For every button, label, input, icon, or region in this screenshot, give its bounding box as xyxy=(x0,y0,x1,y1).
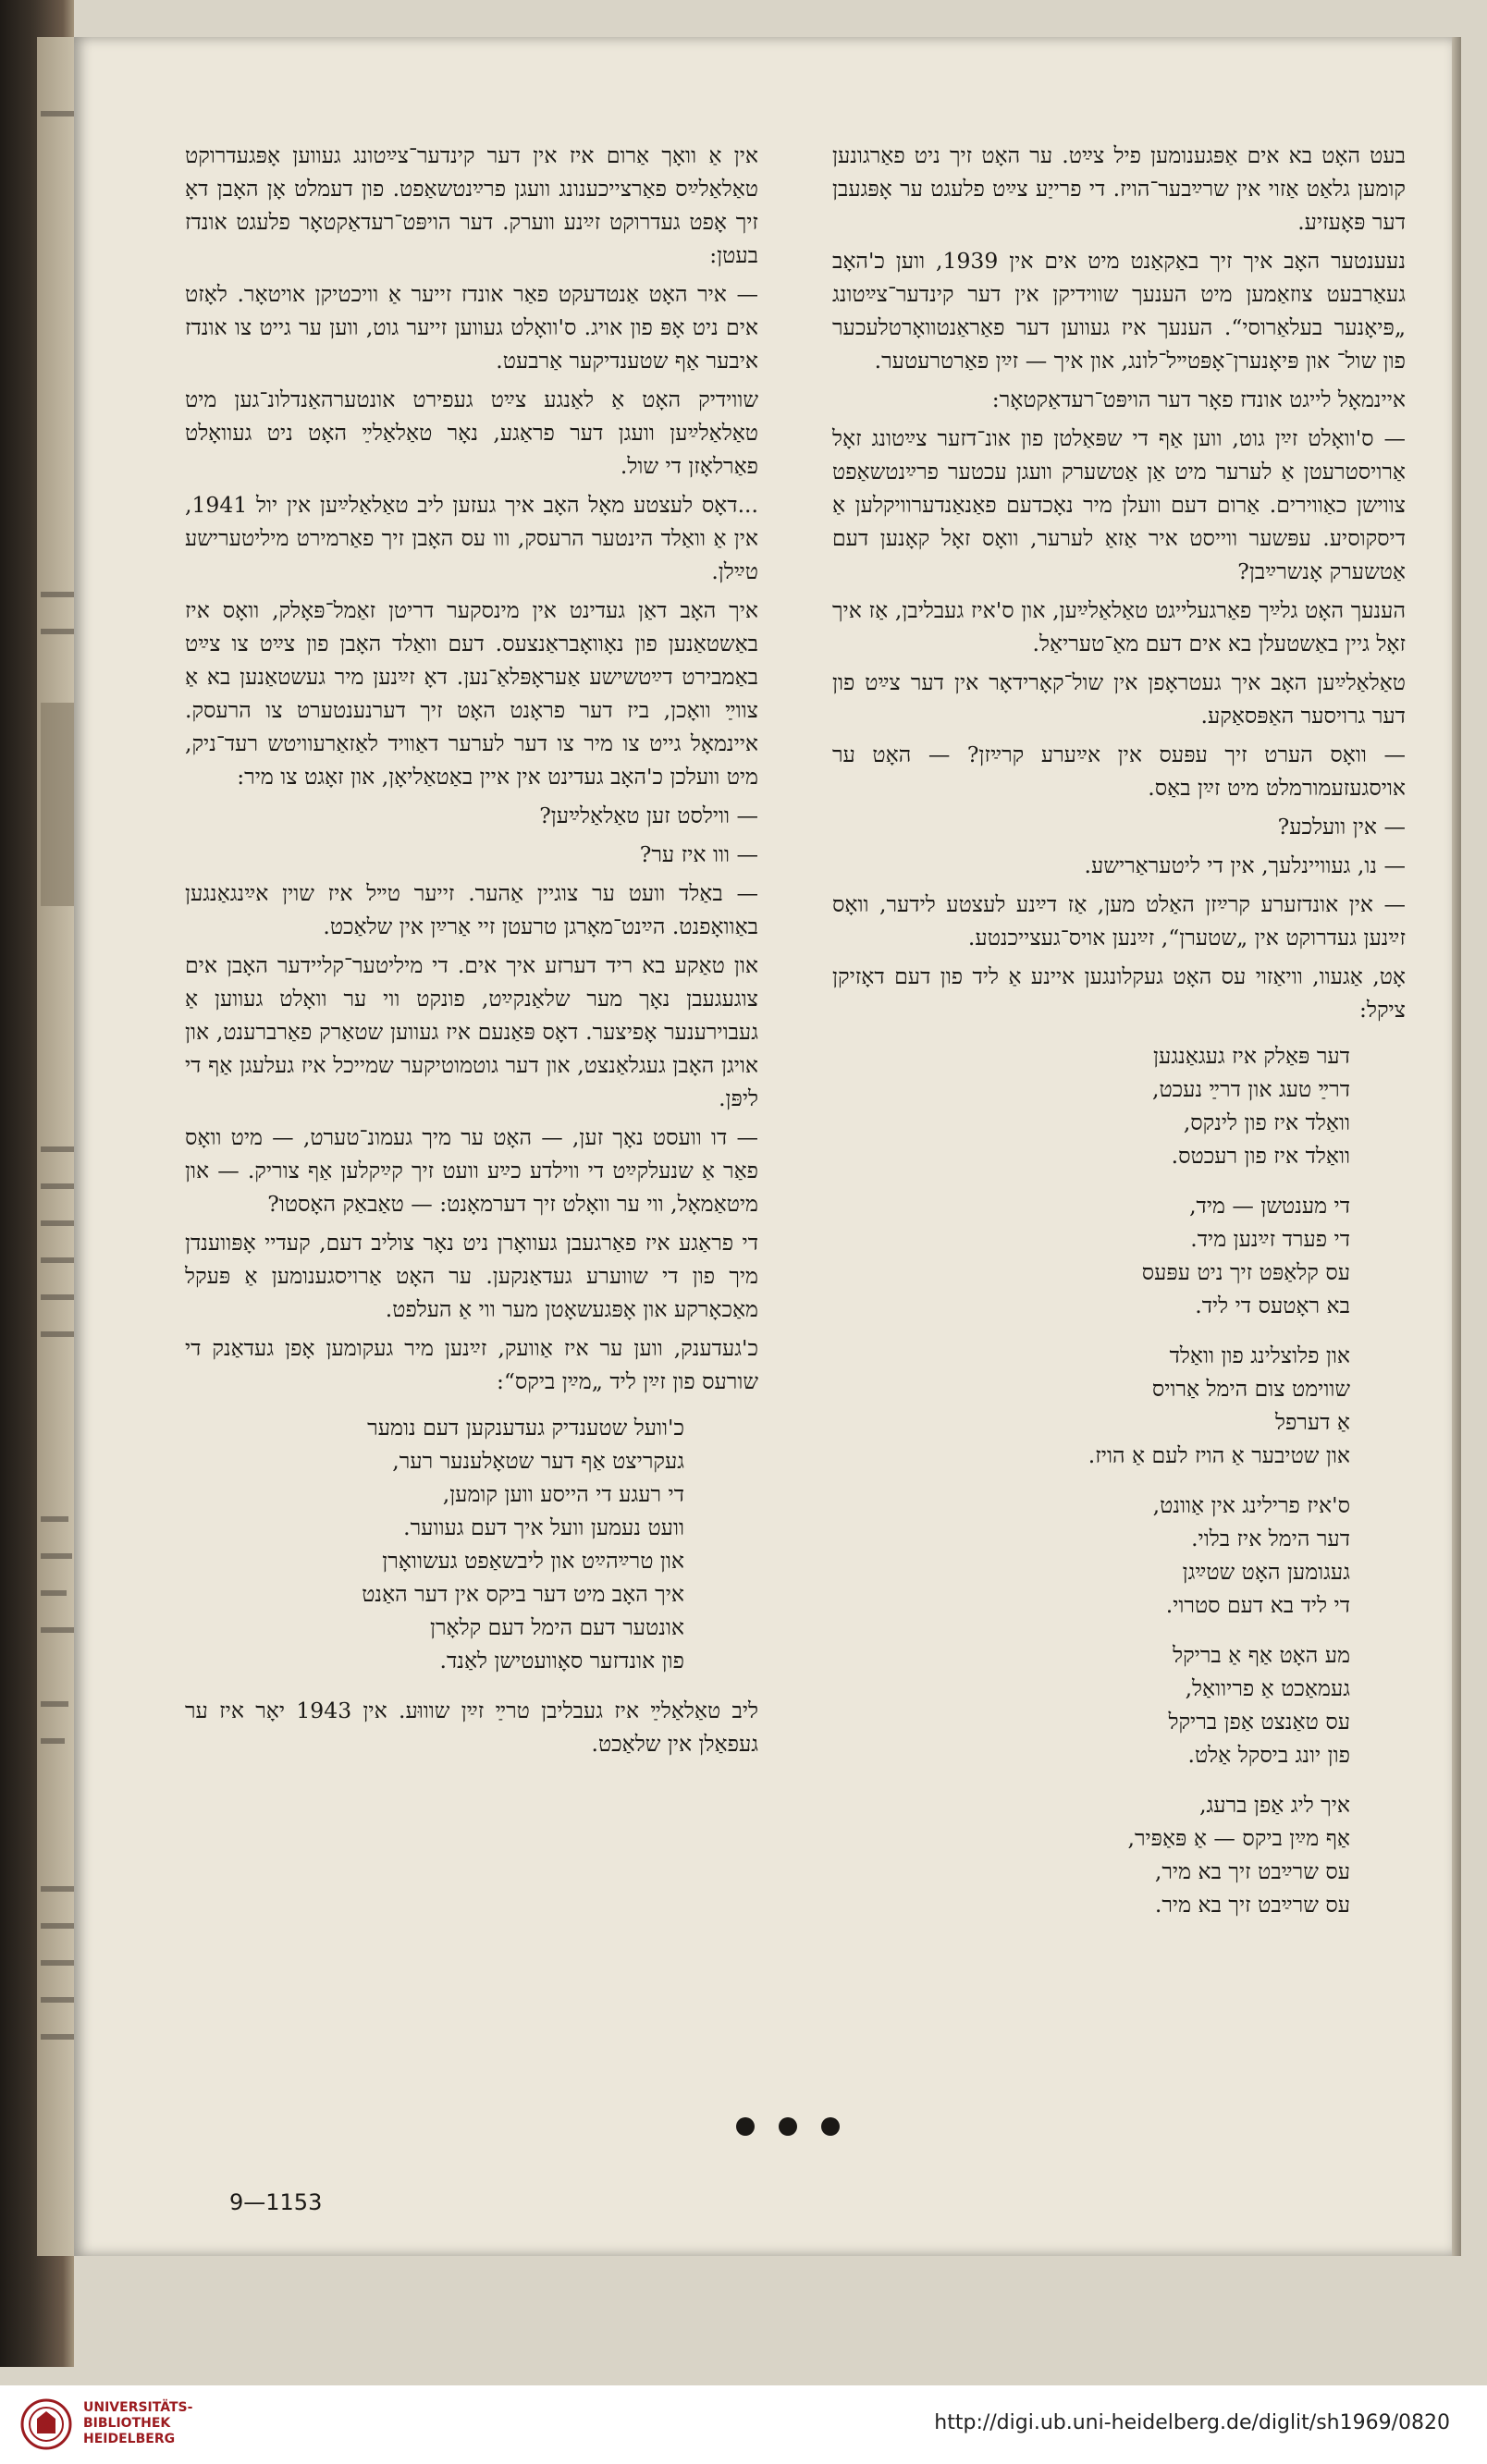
library-name-line: UNIVERSITÄTS- xyxy=(83,2400,193,2415)
poem-line: אונטער דעם הימל דעם קלאָרן xyxy=(429,1614,684,1640)
poem-stanza xyxy=(185,1411,684,1677)
poem-line: פון יונג ביסקל אַלט. xyxy=(1187,1742,1350,1768)
poem-line: געמאַכט אַ פריוואַל, xyxy=(1185,1675,1350,1701)
poem-line: די פערד זײַנען מיד. xyxy=(1190,1226,1350,1252)
paragraph: אָט, אַגעוו, וויאַזוי עס האָט געקלונגען איינע אַ ליד פון דעם דאָזיקן ציקל: xyxy=(832,963,1406,1023)
poem-line: און שטיבער אַ הויז לעם אַ הויז. xyxy=(1088,1442,1350,1468)
permalink-url[interactable]: http://digi.ub.uni-heidelberg.de/diglit/sh1969/0820 xyxy=(934,2411,1450,2434)
scanned-page xyxy=(74,37,1452,2256)
dialogue-line: — דו וועסט נאָך זען, — האָט ער מיך געמונ־טערט, — מיט וואָס פאַר אַ שנעלקײַט די ווילדע כײַע וועט זיך קײַקלען אַף צוריק. — און מיטאַמאָל, ווי ער וואָלט זיך דערמאָנט: — טאַבאַק האָסטו? xyxy=(185,1124,758,1217)
dialogue-line: — באַלד וועט ער צוגיין אַהער. זייער טײל איז שוין אײַנגאַנגען באַוואָפנט. הײַנט־מאָרגן טרעטן זיי אַרײַן אין שלאַכט. xyxy=(185,880,758,939)
dialogue-line: — ווילסט זען טאַלאַלײַען? xyxy=(539,803,758,828)
poem-line: אַף מײַן ביקס — אַ פּאַפּיר, xyxy=(1127,1825,1350,1851)
paragraph: איך האָב דאַן געדינט אין מינסקער דריטן זאַמל־פּאָלק, וואָס איז באַשטאַנען פון נאָוואָבראַנצעס. דעם וואַלד האָבן פון צײַט צו צײַט באַמבירט דײַטשישע אַעראָפּלאַ־נען. דאָ זײַנען מיר געשטאַנען בא אַ צווײַ וואָכן, ביז דער פראָנט האָט זיך דערנענטערט צו הרעסק. איינמאָל גייט צו מיר צו דער לערער דאַוויד לאַזאַרעוויטש רעד־ניק, מיט וועלכן כ'האָב געדינט אין איין באַטאַליאָן, און זאָגט צו מיר: xyxy=(185,597,758,790)
dot-ornament xyxy=(779,2117,797,2136)
paragraph: — ס'וואָלט זײַן גוט, ווען אַף די שפּאַלטן פון אונ־דזער צײַטונג זאָל אַרויסטרעטן אַ לערער מיט אַן אַטשערק וועגן עכטער פרײַנטשאַפט צווישן כאַווירים. אַרום דעם וועלן מיר נאָכדעם פאַנאַנדערוויקלען אַ דיסקוסיע. עפּשער ווייסט איר אַזאַ לערער, וואָס זאָל קאָנען דעם אַטשערק אָנשרײַבן? xyxy=(832,425,1406,584)
paragraph: ליב טאַלאַלײַ איז געבליבן טרײַ זײַן שוווּע. אין 1943 יאָר איז ער געפאַלן אין שלאַכט. xyxy=(185,1698,758,1757)
poem-line: דרײַ טעג און דרײַ נעכט, xyxy=(1152,1076,1350,1102)
poem-line: שווימט צום הימל אַרויס xyxy=(1151,1376,1350,1402)
paragraph: די פראַגע איז פאַרגעבן געוואָרן ניט נאָר צוליב דעם, קעדיי אָפּווענדן מיך פון די שווערע געדאַנקען. ער האָט אַרויסגענומען אַ פּעקל מאַכאָרקע און אָפּגעשאָטן מער ווי אַ העלפט. xyxy=(185,1230,758,1322)
paragraph: טאַלאַלײַען האָב איך געטראָפן אין שול־קאָרידאָר אין דער צײַט פון דער גרויסער האַפּסאַקע. xyxy=(832,669,1406,729)
poem-line: אַ דערפל xyxy=(1274,1409,1350,1435)
poem-stanza xyxy=(832,1189,1350,1322)
poem-line: איך ליג אַפן ברעג, xyxy=(1199,1792,1350,1818)
dialogue-line: — נו, געוויינלעך, אין די ליטעראַרישע. xyxy=(1084,852,1406,878)
library-seal-icon xyxy=(20,2398,72,2450)
paragraph: נעענטער האָב איך זיך באַקאַנט מיט אים אין 1939, ווען כ'האָב געאַרבעט צוזאַמען מיט הענעך שווידיקן אין דער קינדער־צײַטונג „פּיאָנער בעלאַרוסי“. הענעך איז געווען דער פאַראַנטוואָרטלעכער פון שול־ און פּיאָנערן־אָפּטײל־לונג, און איך — זײַן פאַרטרעטער. xyxy=(832,248,1406,374)
paragraph: איינמאָל לייגט אונדז פאָר דער הויפּט־רעדאַקטאָר: xyxy=(991,386,1406,412)
poem-line: עס טאַנצט אַפן בריקל xyxy=(1168,1709,1350,1735)
poem-line: געקריצט אַף דער שטאָלענער רער, xyxy=(392,1448,684,1474)
paragraph: שווידיק האָט אַ לאַנגע צײַט געפירט אונטערהאַנדלונ־גען מיט טאַלאַלײַען וועגן דער פראַגע, נאָר טאַלאַלײַ האָט ניט געוואָלט פאַרלאָזן די שול. xyxy=(185,386,758,479)
section-separator xyxy=(736,2117,840,2136)
paragraph: בעט האָט בא אים אַפּגענומען פיל צײַט. ער האָט זיך ניט פאַרגונען קומען גלאַט אַזוי אין שרײַבער־הויז. די פרייַע צײַט פלעגט ער אָפּגעבן דער פּאָעזיע. xyxy=(832,142,1406,235)
poem-line: די רעגע די הייסע ווען קומען, xyxy=(442,1481,684,1507)
poem-line: דער הימל איז בלוי. xyxy=(1191,1526,1350,1551)
left-text-column xyxy=(185,139,758,1766)
dialogue-line: — אין אונדזערע קרײַזן האַלט מען, אַז דײַנע לעצטע לידער, וואָס זײַנען געדרוקט אין „שטערן“, זײַנען אויס־געצייכנטע. xyxy=(832,891,1406,950)
dialogue-line: — איר האָט אַנטדעקט פאַר אונדז זייער אַ וויכטיקן אויטאָר. לאָזט אים ניט אָפּ פון אויג. ס'וואָלט געווען זייער גוט, ווען ער גייט צו אונדז איבער אַף שטענדיקער אַרבעט. xyxy=(185,281,758,374)
poem-line: געגומען האָט שטײַגן xyxy=(1182,1559,1350,1585)
poem-line: עס שרײַבט זיך בא מיר. xyxy=(1154,1892,1350,1918)
poem-stanza xyxy=(832,1339,1350,1472)
dialogue-line: — וואָס הערט זיך עפּעס אין אײַערע קרײַזן? — האָט ער אויסגעזעמורמלט מיט זײַן באַס. xyxy=(832,742,1406,801)
poem-stanza xyxy=(832,1638,1350,1771)
dot-ornament xyxy=(821,2117,840,2136)
paragraph: און טאַקע בא ריד דערזע איך אים. די מיליטער־קליידער האָבן אים צוגעגעבן נאָך מער שלאַנקײַט, פונקט ווי ער וואָלט געווען אַ געבוירענער אָפיצער. דאָס פּאַנעם איז געווען שטאַרק פאַרברענט, און אויגן האָבן געגלאַנצט, און דער גוטמוטיקער שמייכל איז געלעגן אַף די ליפּן. xyxy=(185,952,758,1111)
paragraph: ...דאָס לעצטע מאָל האָב איך געזען ליב טאַלאַלײַען אין יול 1941, אין אַ וואַלד הינטער הרעסק, ווו עס האָבן זיך פאַרמירט מיליטערישע טײַלן. xyxy=(185,492,758,584)
poem-line: עס שרײַבט זיך בא מיר, xyxy=(1154,1858,1350,1884)
poem-line: פון אונדזער סאָוועטישן לאַנד. xyxy=(439,1648,684,1673)
poem-right xyxy=(832,1039,1406,1921)
dot-ornament xyxy=(736,2117,755,2136)
dialogue-line: — ווו איז ער? xyxy=(639,841,758,867)
library-name-line: BIBLIOTHEK xyxy=(83,2416,171,2431)
poem-line: בא ראָטעס די ליד. xyxy=(1195,1293,1350,1318)
poem-line: מע האָט אַף אַ בריקל xyxy=(1173,1642,1350,1668)
poem-line: וואַלד איז פון רעכטס. xyxy=(1171,1143,1350,1169)
viewer-footer xyxy=(0,2385,1487,2464)
poem-line: די מענטשן — מיד, xyxy=(1189,1193,1350,1219)
paragraph: כ'געדענק, ווען ער איז אַוועק, זײַנען מיר געקומען אָפן געדאַנק די שורעס פון זײַן ליד „מײַן ביקס“: xyxy=(185,1335,758,1394)
poem-line: די ליד בא דעם סטרוי. xyxy=(1165,1592,1350,1618)
poem-line: וועט נעמען וועל איך דעם געווער. xyxy=(403,1514,684,1540)
poem-left xyxy=(185,1411,758,1677)
poem-line: דער פּאַלק איז געגאַנגען xyxy=(1153,1043,1350,1069)
poem-line: ס'איז פרילינג אין אַוונט, xyxy=(1152,1492,1350,1518)
poem-line: איך האָב מיט דער ביקס אין דער האַנט xyxy=(362,1581,684,1607)
paragraph: אין אַ וואָך אַרום איז אין דער קינדער־צײַטונג געווען אָפּגעדרוקט טאַלאַלײַס פאַרצייכענונג וועגן פרײַנטשאַפט. פון דעמלט אָן האָבן דאָ זיך אָפט געדרוקט זײַנע ווערק. דער הויפּט־רעדאַקטאָר פלעגט אונדז בעטן: xyxy=(185,142,758,268)
poem-line: וואַלד איז פון לינקס, xyxy=(1183,1109,1350,1135)
poem-line: און טרײַהײַט און ליבשאַפט געשוואָרן xyxy=(382,1548,684,1574)
poem-line: און פלוצלינג פון וואַלד xyxy=(1169,1342,1350,1368)
library-name-line: HEIDELBERG xyxy=(83,2432,176,2446)
page-number: 9—1153 xyxy=(229,2189,323,2215)
paragraph: הענעך האָט גלײַך פאַרגעלייגט טאַלאַלײַען, און ס'איז געבליבן, אַז איך זאָל גיין באַשטעלן בא אים דעם מאַ־טעריאַל. xyxy=(832,597,1406,656)
library-name xyxy=(83,2400,192,2447)
poem-stanza xyxy=(832,1788,1350,1921)
poem-stanza xyxy=(832,1489,1350,1622)
dialogue-line: — אין וועלכע? xyxy=(1277,814,1406,840)
poem-line: עס קלאַפּט זיך ניט עפּעס xyxy=(1141,1259,1350,1285)
poem-stanza xyxy=(832,1039,1350,1172)
right-text-column xyxy=(832,139,1406,1938)
poem-line: כ'וועל שטענדיק געדענקען דעם נומער xyxy=(367,1415,684,1440)
